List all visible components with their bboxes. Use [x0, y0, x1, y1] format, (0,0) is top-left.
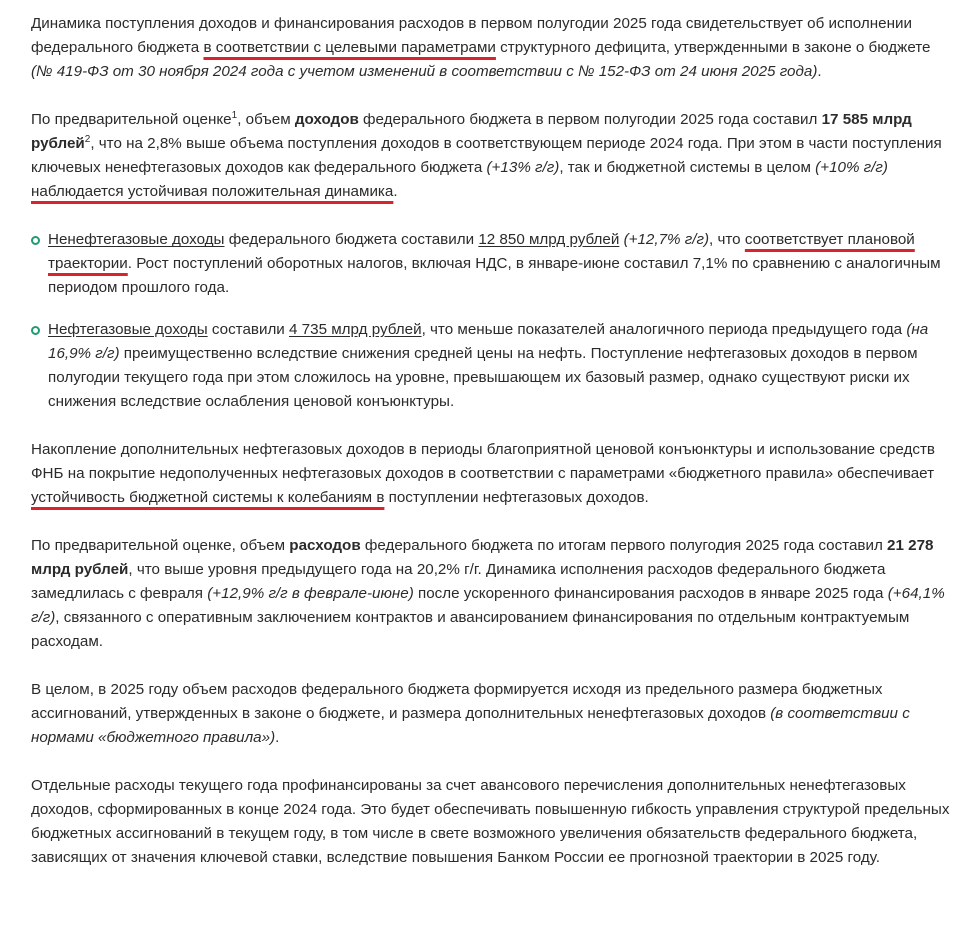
text: Динамика поступления доходов и финансирования расходов в первом полугодии 2025 года свидетельствует об исполнении федерального бюджета [31, 15, 912, 56]
paragraph-budget-rule [31, 678, 951, 750]
article-body [31, 12, 951, 894]
text: , что выше уровня предыдущего года на 20,2% г/г. Динамика исполнения расходов федерального бюджета замедлилась с февраля [31, 561, 886, 602]
highlighted-phrase: устойчивость бюджетной системы к колебаниям в [31, 489, 385, 506]
growth-figure: (+64,1% г/г) [31, 585, 945, 626]
text: , так и бюджетной системы в целом [559, 159, 816, 176]
expenditure-total: 21 278 млрд рублей [31, 537, 934, 578]
highlighted-phrase: в соответствии с целевыми параметрами [203, 39, 496, 56]
budget-rule-note: (в соответствии с нормами «бюджетного правила») [31, 705, 910, 746]
text: , объем [237, 111, 295, 128]
text: федерального бюджета составили [224, 231, 479, 248]
highlighted-phrase: соответствует плановой траектории [48, 231, 915, 272]
link-non-oil-amount[interactable]: 12 850 млрд рублей [478, 231, 620, 248]
revenue-bullet-list [31, 228, 951, 414]
growth-figure: (+13% г/г) [486, 159, 560, 176]
text: . Рост поступлений оборотных налогов, включая НДС, в январе-июне составил 7,1% по сравнению с аналогичным периодом прошлого года. [48, 255, 941, 296]
link-oil-gas-amount[interactable]: 4 735 млрд рублей [289, 321, 422, 338]
link-oil-gas-revenues[interactable]: Нефтегазовые доходы [48, 321, 208, 338]
text: , что меньше показателей аналогичного периода предыдущего года [421, 321, 907, 338]
text: составили [207, 321, 290, 338]
text: преимущественно вследствие снижения средней цены на нефть. Поступление нефтегазовых доходов в первом полугодии текущего года при этом сложилось на уровне, превышающем их базовый размер, однако существуют риски их снижения вследствие ослабления ценовой конъюнктуры. [48, 345, 918, 410]
text: , что [709, 231, 745, 248]
growth-figure: (на 16,9% г/г) [48, 321, 929, 362]
text: Накопление дополнительных нефтегазовых доходов в периоды благоприятной ценовой конъюнктуры и использование средств ФНБ на покрытие недополученных нефтегазовых доходов в соответствии с параметрами «бюджетного правила» обеспечивает [31, 441, 935, 482]
paragraph-nwf [31, 438, 951, 510]
revenue-total: 17 585 млрд рублей [31, 111, 912, 152]
paragraph-revenues [31, 108, 951, 204]
list-item [31, 318, 951, 414]
paragraph-advance-spending [31, 774, 951, 870]
footnote-ref-2[interactable]: 2 [84, 134, 91, 145]
paragraph-expenditures [31, 534, 951, 654]
law-reference: (№ 419-ФЗ от 30 ноября 2024 года с учетом изменений в соответствии с № 152-ФЗ от 24 июня 2025 года) [31, 63, 818, 80]
bold-term: доходов [294, 111, 359, 128]
text: после ускоренного финансирования расходов в январе 2025 года [413, 585, 888, 602]
footnote-ref-1[interactable]: 1 [231, 110, 238, 121]
text: . [275, 729, 280, 746]
growth-figure: (+12,7% г/г) [623, 231, 710, 248]
link-non-oil-revenues[interactable]: Ненефтегазовые доходы [48, 231, 225, 248]
text: федерального бюджета в первом полугодии 2025 года составил [358, 111, 822, 128]
text: структурного дефицита, утвержденными в законе о бюджете [495, 39, 931, 56]
circle-bullet-icon [31, 326, 40, 335]
text: поступлении нефтегазовых доходов. [384, 489, 649, 506]
text: федерального бюджета по итогам первого полугодия 2025 года составил [360, 537, 888, 554]
text: , что на 2,8% выше объема поступления доходов в соответствующем периоде 2024 года. При этом в части поступления ключевых ненефтегазовых доходов как федерального бюджета [31, 135, 942, 176]
growth-figure: (+10% г/г) [815, 159, 888, 176]
text: По предварительной оценке [31, 111, 232, 128]
highlighted-phrase: наблюдается устойчивая положительная динамика [31, 183, 394, 200]
text: В целом, в 2025 году объем расходов федерального бюджета формируется исходя из предельного размера бюджетных ассигнований, утвержденных в законе о бюджете, и размера дополнительных ненефтегазовых доходов [31, 681, 883, 722]
text: , связанного с оперативным заключением контрактов и авансированием финансирования по отдельным контрактуемым расходам. [31, 609, 910, 650]
text: Отдельные расходы текущего года профинансированы за счет авансового перечисления дополнительных ненефтегазовых доходов, сформированных в конце 2024 года. Это будет обеспечивать повышенную гибкость управления структурой предельных бюджетных ассигнований в текущем году, в том числе в свете возможного увеличения обязательств федерального бюджета, зависящих от значения ключевой ставки, вследствие повышения Банком России ее прогнозной траектории в 2025 году. [31, 777, 950, 866]
circle-bullet-icon [31, 236, 40, 245]
text: . [393, 183, 398, 200]
list-item [31, 228, 951, 300]
text: . [817, 63, 822, 80]
text: По предварительной оценке, объем [31, 537, 290, 554]
paragraph-intro [31, 12, 951, 84]
growth-figure: (+12,9% г/г в феврале-июне) [207, 585, 414, 602]
bold-term: расходов [289, 537, 361, 554]
